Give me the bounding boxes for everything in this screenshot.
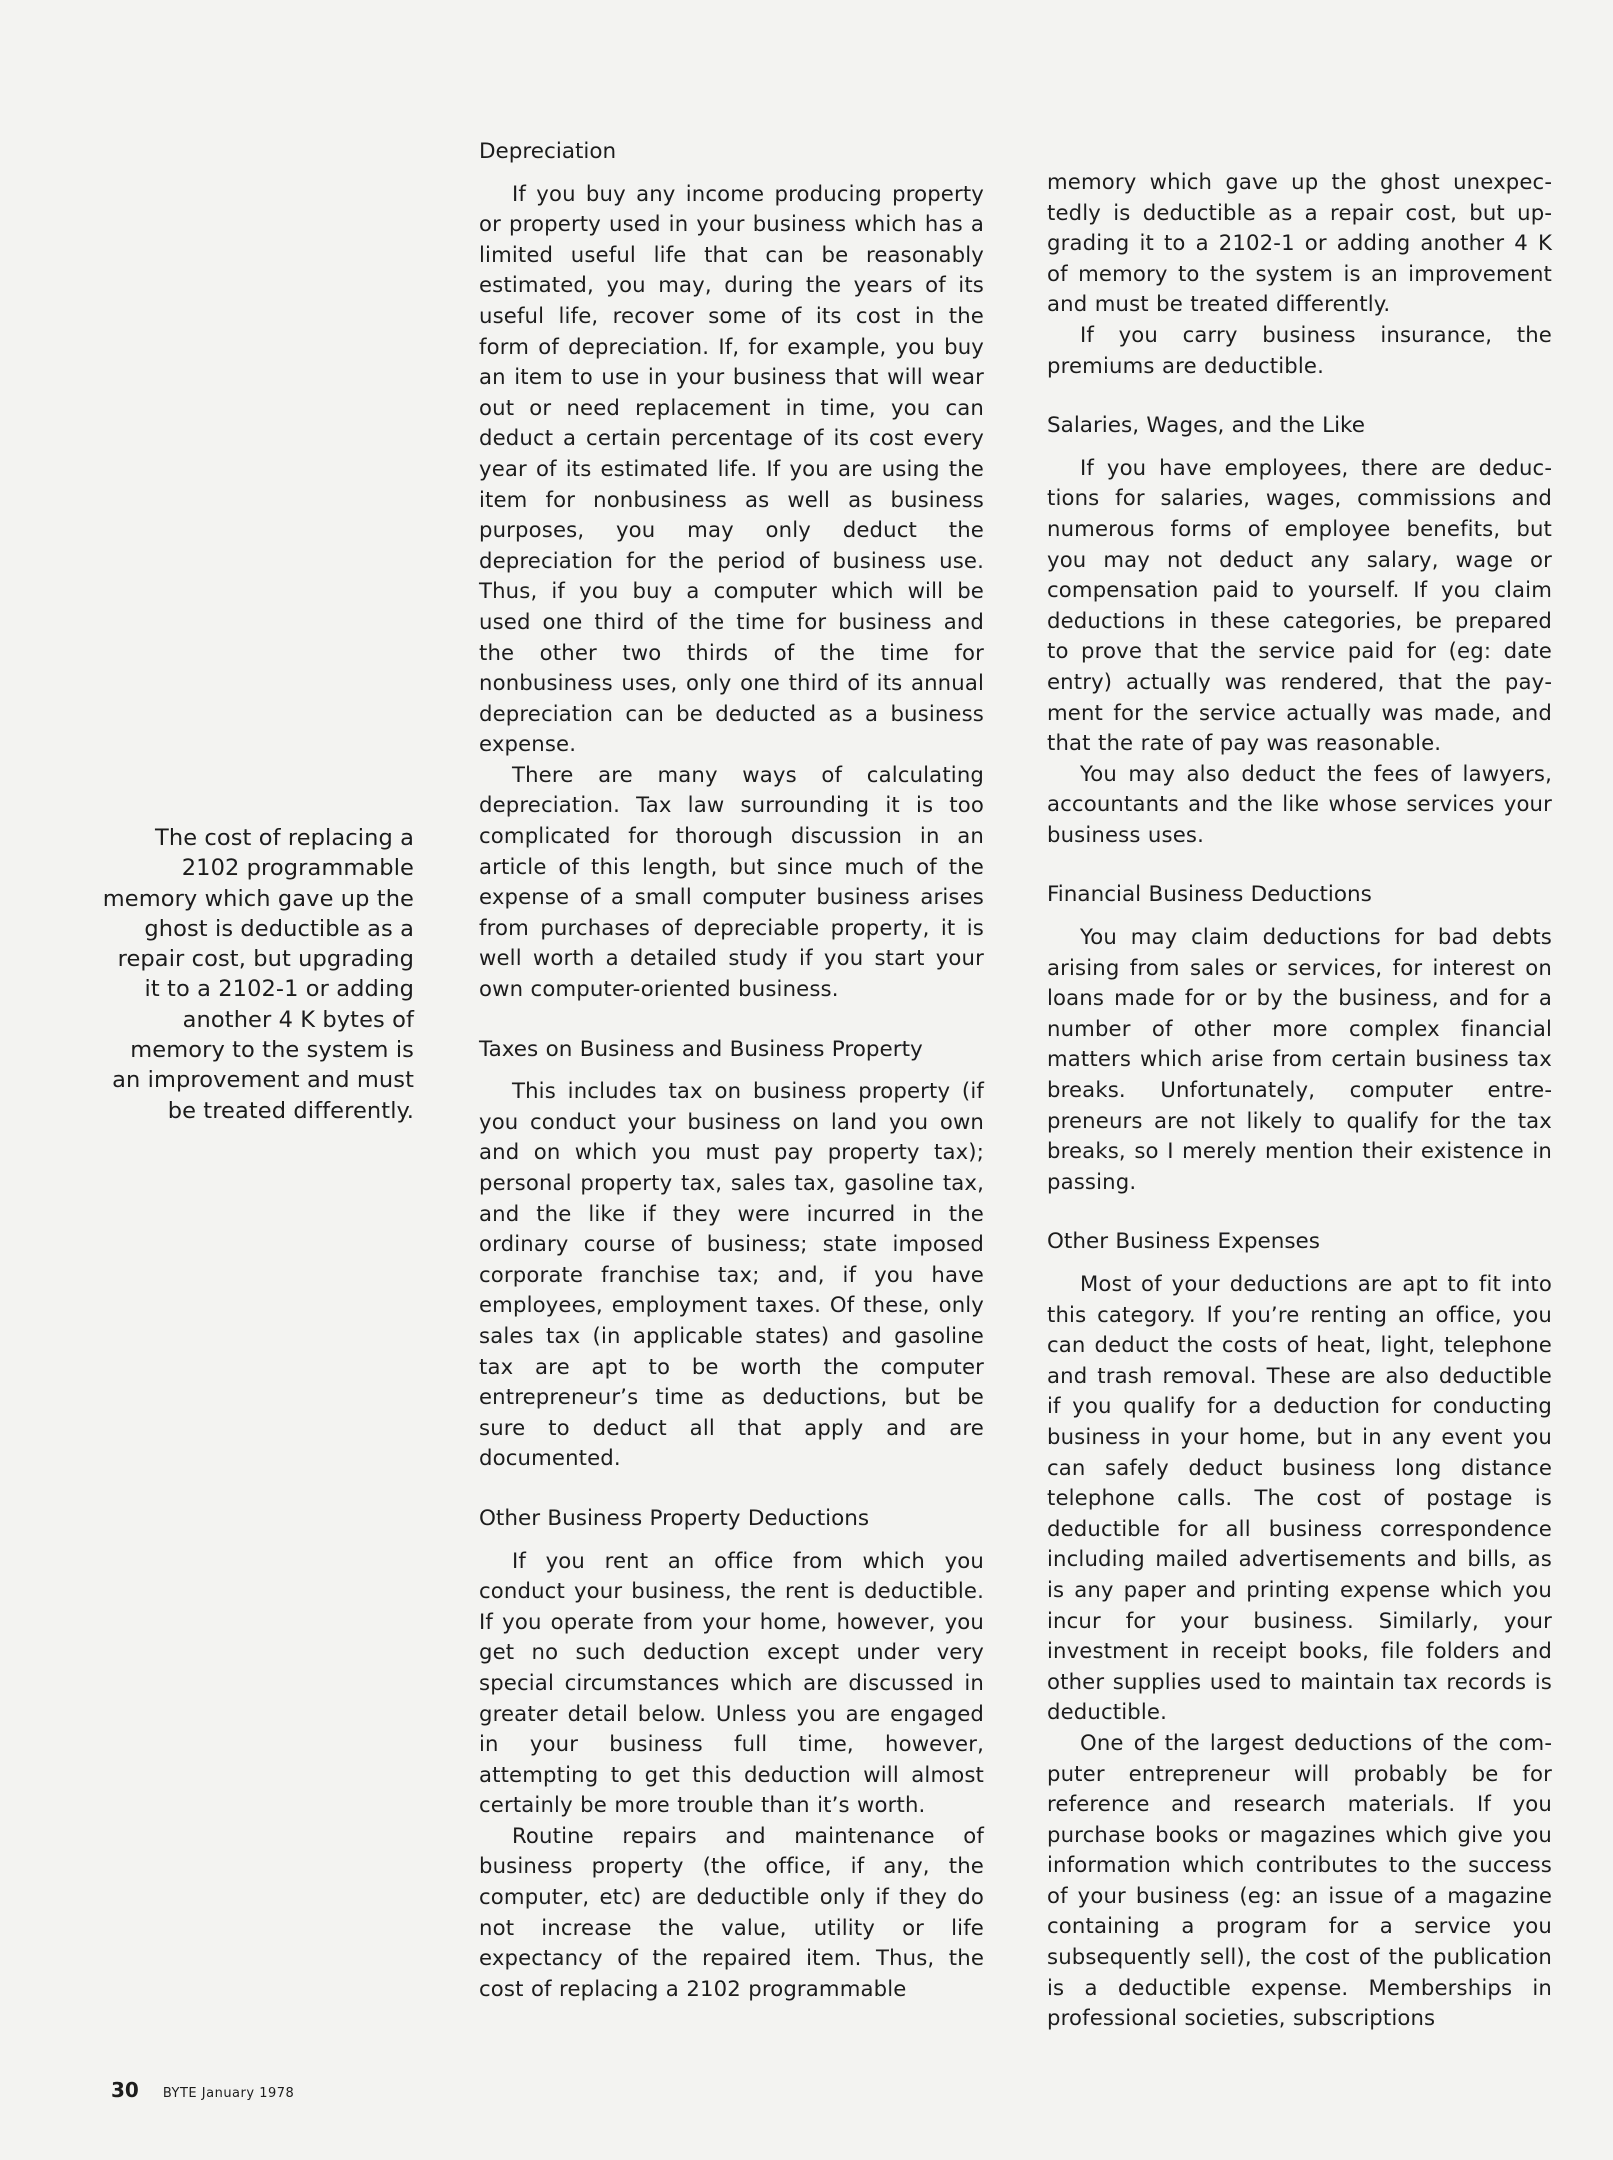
paragraph: Routine repairs and maintenance of business property (the office, if any, the computer, etc) are deductible only if they do not increase the value, utility or life expectancy of the repaired item. Thus, the cost of replacing a 2102 programmable bbox=[479, 1822, 984, 2001]
paragraph: There are many ways of calculating depreciation. Tax law surrounding it is too complicated for thorough discussion in an article of this length, but since much of the expense of a small computer business arises from purchases of depreciable property, it is well worth a detailed study if you start your own computer-oriented business. bbox=[479, 761, 984, 1002]
paragraph: If you buy any income producing property or property used in your business which has a limited useful life that can be reasonably estimated, you may, during the years of its useful life, recover some of its cost in the form of depreciation. If, for example, you buy an item to use in your business that will wear out or need replacement in time, you can deduct a certain percentage of its cost every year of its estimated life. If you are using the item for nonbusiness as well as business purposes, you may only deduct the depreciation for the period of business use. Thus, if you buy a computer which will be used one third of the time for business and the other two thirds of the time for nonbusiness uses, only one third of its annual depreciation can be deducted as a business expense. bbox=[479, 180, 984, 757]
paragraph: This includes tax on business property (if you conduct your business on land you own and on which you must pay property tax); personal property tax, sales tax, gasoline tax, and the like if they were incurred in the ordinary course of business; state imposed corporate franchise tax; and, if you have employees, employment taxes. Of these, only sales tax (in applicable states) and gasoline tax are apt to be worth the computer entrepreneur’s time as deductions, but be sure to deduct all that apply and are documented. bbox=[479, 1078, 984, 1471]
right-column bbox=[1047, 167, 1552, 2034]
paragraph: If you carry business insurance, the premiums are deductible. bbox=[1047, 321, 1552, 378]
paragraph: You may also deduct the fees of lawyers, accountants and the like whose services your business uses. bbox=[1047, 760, 1552, 847]
pull-quote-line: 2102 programmable bbox=[181, 855, 414, 882]
section-heading: Depreciation bbox=[479, 139, 617, 164]
section-depreciation bbox=[479, 137, 984, 1005]
section-other-business-expenses bbox=[1047, 1227, 1552, 2033]
page-number: 30 bbox=[111, 2078, 139, 2102]
pull-quote-line: memory to the system is bbox=[130, 1037, 414, 1064]
pull-quote-line: be treated differently. bbox=[167, 1097, 414, 1124]
page-footer bbox=[111, 2078, 294, 2102]
paragraph: One of the largest deductions of the computer entrepreneur will probably be for reference and research materials. If you purchase books or magazines which give you information which contributes to the success of your business (eg: an issue of a magazine containing a program for a service you subsequently sell), the cost of the publication is a deductible expense. Memberships in professional societies, subscriptions bbox=[1047, 1729, 1552, 2031]
section-other-business-property-deductions bbox=[479, 1504, 984, 2005]
pull-quote-line: ghost is deductible as a bbox=[144, 915, 414, 942]
section-heading: Financial Business Deductions bbox=[1047, 882, 1372, 908]
paragraph-continuation: memory which gave up the ghost unexpectedly is deductible as a repair cost, but upgrading it to a 2102-1 or adding another 4 K of memory to the system is an improvement and must be treated differently. bbox=[1047, 169, 1552, 317]
pull-quote-line: memory which gave up the bbox=[102, 885, 414, 912]
center-column bbox=[479, 137, 984, 2004]
paragraph: You may claim deductions for bad debts arising from sales or services, for interest on loans made for or by the business, and for a number of other more complex financial matters which arise from certain business tax breaks. Unfortunately, computer entrepreneurs are not likely to qualify for the tax breaks, so I merely mention their existence in passing. bbox=[1047, 924, 1552, 1194]
publication-info: BYTE January 1978 bbox=[162, 2086, 295, 2101]
section-salaries-wages bbox=[1047, 411, 1552, 850]
pull-quote-line: an improvement and must bbox=[112, 1067, 414, 1094]
section-heading: Other Business Property Deductions bbox=[479, 1505, 870, 1531]
pull-quote bbox=[90, 823, 414, 1126]
section-taxes-on-business bbox=[479, 1035, 984, 1474]
paragraph: If you rent an office from which you conduct your business, the rent is deductible. If you operate from your home, however, you get no such deduction except under very special circumstances which are discussed in greater detail below. Unless you are engaged in your business full time, however, attempting to get this deduction will almost certainly be more trouble than it’s worth. bbox=[479, 1547, 984, 1818]
section-continuation bbox=[1047, 167, 1552, 381]
section-heading: Salaries, Wages, and the Like bbox=[1047, 413, 1365, 439]
pull-quote-line: The cost of replacing a bbox=[155, 825, 414, 851]
section-heading: Taxes on Business and Business Property bbox=[479, 1036, 923, 1062]
paragraph: Most of your deductions are apt to fit into this category. If you’re renting an office, you can deduct the costs of heat, light, telephone and trash removal. These are also deductible if you qualify for a deduction for conducting business in your home, but in any event you can safely deduct business long distance telephone calls. The cost of postage is deductible for all business correspondence including mailed advertisements and bills, as is any paper and printing expense which you incur for your business. Similarly, your investment in receipt books, file folders and other supplies used to maintain tax records is deductible. bbox=[1047, 1271, 1552, 1725]
pull-quote-line: repair cost, but upgrading bbox=[117, 946, 414, 973]
pull-quote-line: it to a 2102-1 or adding bbox=[144, 976, 414, 1003]
section-financial-business-deductions bbox=[1047, 880, 1552, 1197]
section-heading: Other Business Expenses bbox=[1047, 1229, 1320, 1255]
pull-quote-line: another 4 K bytes of bbox=[182, 1006, 414, 1033]
paragraph: If you have employees, there are deductions for salaries, wages, commissions and numerous forms of employee benefits, but you may not deduct any salary, wage or compensation paid to yourself. If you claim deductions in these categories, be prepared to prove that the service paid for (eg: date entry) actually was rendered, that the payment for the service actually was made, and that the rate of pay was reasonable. bbox=[1047, 454, 1552, 756]
